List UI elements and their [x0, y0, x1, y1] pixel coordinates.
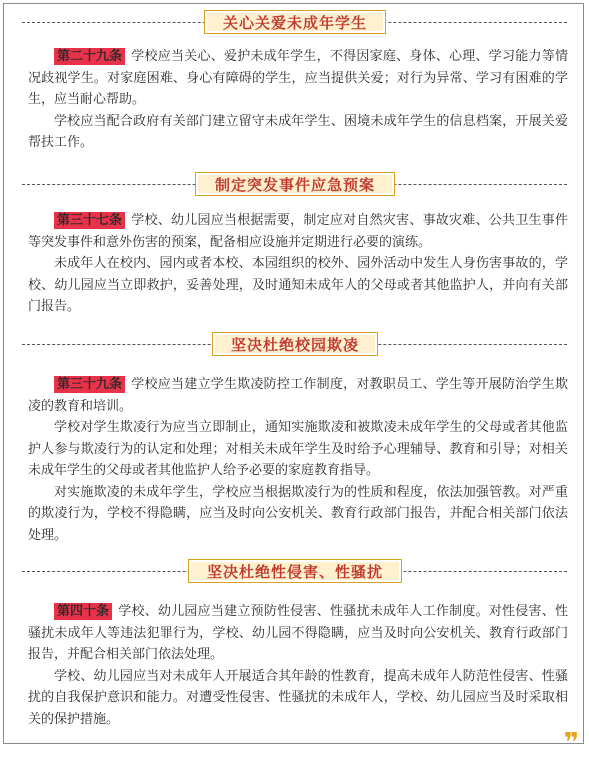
article-section — [28, 374, 568, 546]
section-title: 坚决杜绝性侵害、性骚扰 — [191, 562, 399, 580]
article-section — [28, 46, 568, 154]
article-text: 学校、幼儿园应当根据需要，制定应对自然灾害、事故灾难、公共卫生事件等突发事件和意外伤害的预案，配备相应设施并定期进行必要的演练。 — [28, 213, 568, 250]
section-title-badge — [195, 172, 395, 196]
section-title-badge — [212, 332, 378, 356]
article-section — [28, 601, 568, 730]
section-title-badge — [204, 10, 386, 34]
article-paragraph: 对实施欺凌的未成年学生，学校应当根据欺凌行为的性质和程度，依法加强管教。对严重的欺凌行为，学校不得隐瞒，应当及时向公安机关、教育行政部门报告，并配合相关部门依法处理。 — [28, 484, 568, 543]
quote-mark-icon: ❞ — [563, 728, 579, 758]
article-paragraph: 学校应当配合政府有关部门建立留守未成年学生、困境未成年学生的信息档案，开展关爱帮扶工作。 — [28, 113, 568, 150]
article-paragraph: 学校、幼儿园应当对未成年人开展适合其年龄的性教育，提高未成年人防范性侵害、性骚扰的自我保护意识和能力。对遭受性侵害、性骚扰的未成年人，学校、幼儿园应当及时采取相关的保护措施。 — [28, 668, 568, 727]
section-title: 关心关爱未成年学生 — [207, 13, 383, 31]
article-text: 学校应当建立学生欺凌防控工作制度，对教职员工、学生等开展防治学生欺凌的教育和培训。 — [28, 377, 568, 414]
section-title: 制定突发事件应急预案 — [198, 175, 392, 193]
article-number: 第三十七条 — [54, 212, 125, 229]
section-title-badge — [188, 559, 402, 583]
article-paragraph: 未成年人在校内、园内或者本校、本园组织的校外、园外活动中发生人身伤害事故的，学校、幼儿园应当立即救护，妥善处理，及时通知未成年人的父母或者其他监护人，并向有关部门报告。 — [28, 256, 568, 314]
article-text: 学校应当关心、爱护未成年学生，不得因家庭、身体、心理、学习能力等情况歧视学生。对家庭困难、身心有障碍的学生，应当提供关爱；对行为异常、学习有困难的学生，应当耐心帮助。 — [28, 49, 568, 107]
article-text: 学校、幼儿园应当建立预防性侵害、性骚扰未成年人工作制度。对性侵害、性骚扰未成年人等违法犯罪行为，学校、幼儿园不得隐瞒，应当及时向公安机关、教育行政部门报告，并配合相关部门依法处理。 — [28, 604, 568, 662]
article-section — [28, 210, 568, 318]
article-number: 第三十九条 — [54, 376, 125, 393]
article-paragraph: 学校对学生欺凌行为应当立即制止，通知实施欺凌和被欺凌未成年学生的父母或者其他监护人参与欺凌行为的认定和处理；对相关未成年学生及时给予心理辅导、教育和引导；对相关未成年学生的父母或者其他监护人给予必要的家庭教育指导。 — [28, 420, 568, 478]
article-number: 第二十九条 — [54, 48, 125, 65]
article-number: 第四十条 — [54, 603, 112, 620]
section-title: 坚决杜绝校园欺凌 — [215, 335, 375, 353]
